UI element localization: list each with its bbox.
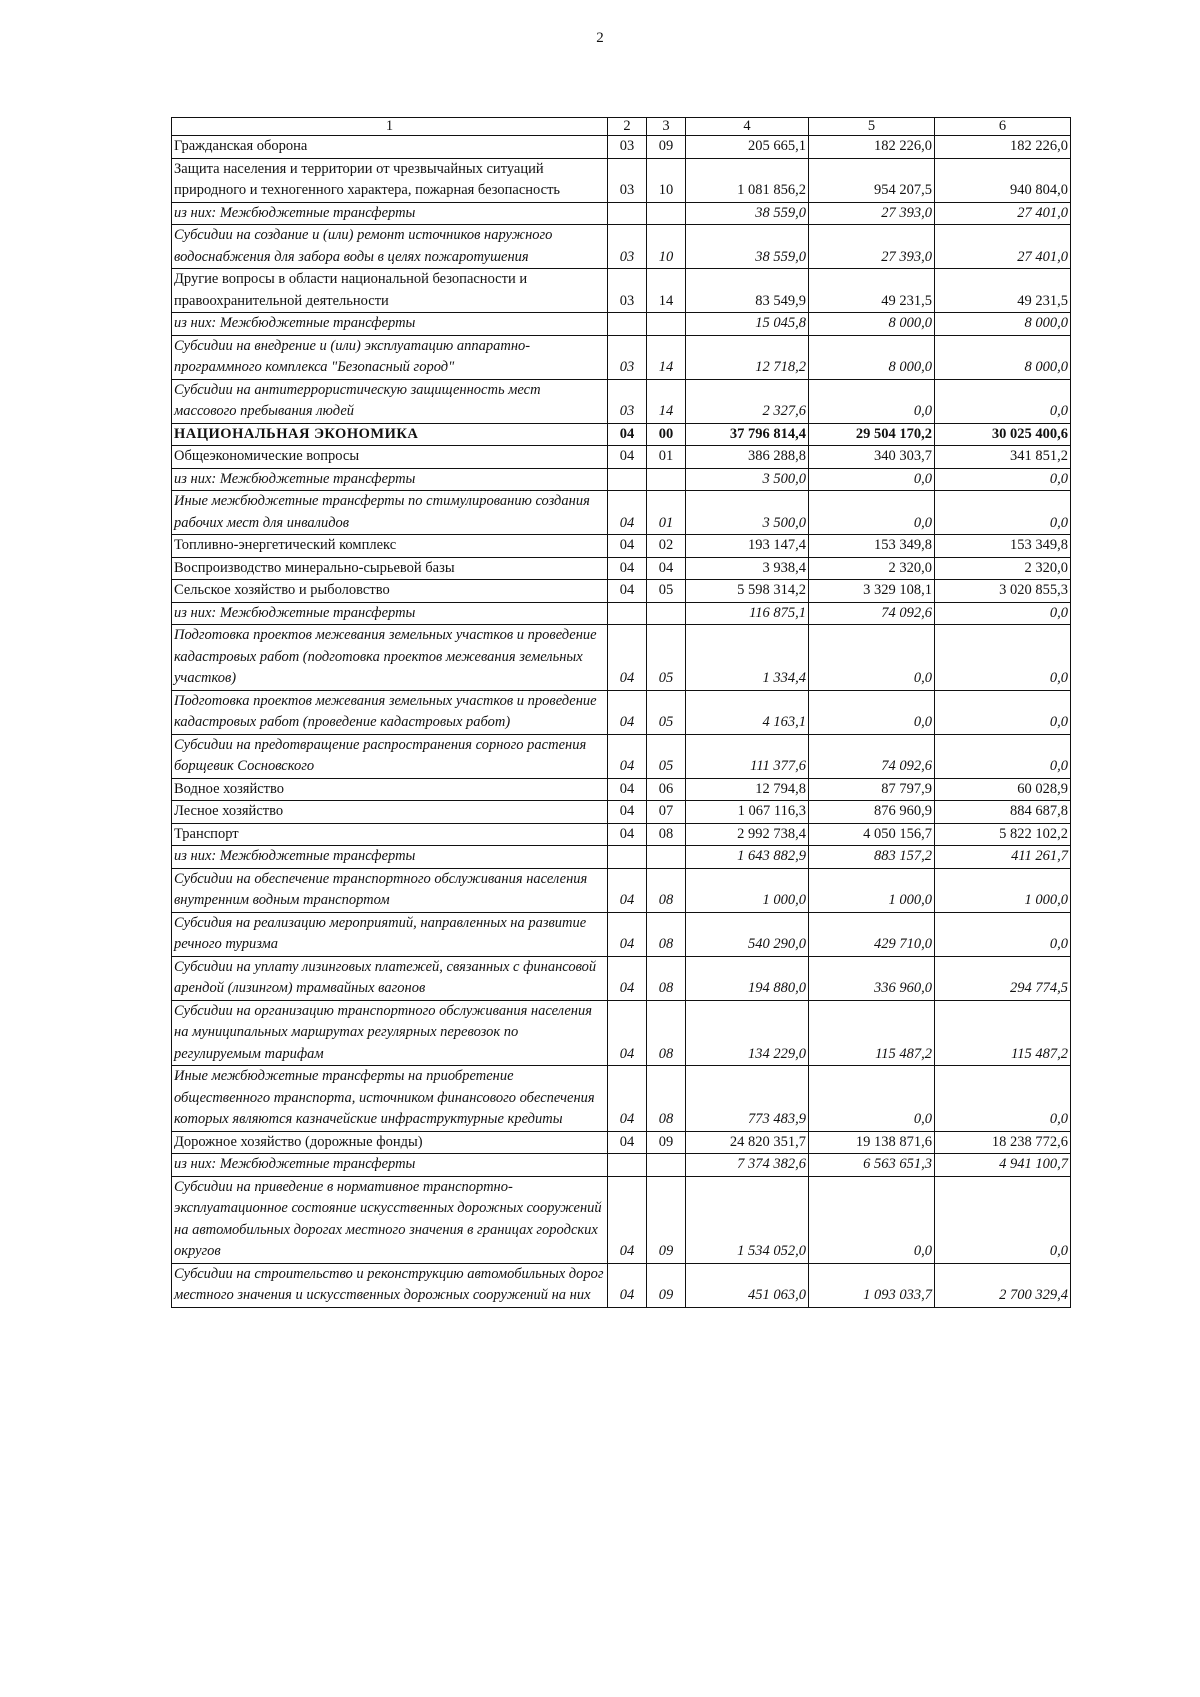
- header-cell-6: 6: [935, 118, 1071, 136]
- table-row: [172, 1154, 1071, 1177]
- row-name: Субсидии на предотвращение распространения сорного растения борщевик Сосновского: [172, 734, 608, 778]
- row-value-col5: 1 000,0: [809, 868, 935, 912]
- row-section-code: 03: [608, 335, 647, 379]
- table-row: [172, 269, 1071, 313]
- row-section-code: 04: [608, 734, 647, 778]
- row-section-code: 03: [608, 158, 647, 202]
- row-value-col6: 884 687,8: [935, 801, 1071, 824]
- table-row: [172, 625, 1071, 691]
- table-row: [172, 446, 1071, 469]
- row-value-col6: 5 822 102,2: [935, 823, 1071, 846]
- row-value-col4: 3 938,4: [686, 557, 809, 580]
- row-section-code: 03: [608, 225, 647, 269]
- row-section-code: 04: [608, 690, 647, 734]
- row-value-col5: 27 393,0: [809, 225, 935, 269]
- row-value-col6: 294 774,5: [935, 956, 1071, 1000]
- header-cell-2: 2: [608, 118, 647, 136]
- row-section-code: 04: [608, 1000, 647, 1066]
- row-value-col5: 876 960,9: [809, 801, 935, 824]
- row-value-col5: 0,0: [809, 379, 935, 423]
- row-value-col4: 4 163,1: [686, 690, 809, 734]
- row-value-col6: 0,0: [935, 602, 1071, 625]
- table-row: [172, 491, 1071, 535]
- table-row: [172, 202, 1071, 225]
- row-value-col5: 0,0: [809, 1176, 935, 1263]
- row-value-col4: 540 290,0: [686, 912, 809, 956]
- row-subsection-code: 04: [647, 557, 686, 580]
- row-section-code: 04: [608, 446, 647, 469]
- table-row: [172, 1263, 1071, 1307]
- row-value-col4: 12 718,2: [686, 335, 809, 379]
- row-value-col5: 8 000,0: [809, 335, 935, 379]
- table-row: [172, 868, 1071, 912]
- table-row: [172, 1066, 1071, 1132]
- row-value-col6: 0,0: [935, 625, 1071, 691]
- table-row: [172, 557, 1071, 580]
- row-subsection-code: [647, 202, 686, 225]
- row-section-code: 04: [608, 912, 647, 956]
- row-value-col5: 3 329 108,1: [809, 580, 935, 603]
- row-value-col4: 1 081 856,2: [686, 158, 809, 202]
- row-value-col5: 182 226,0: [809, 136, 935, 159]
- row-section-code: 04: [608, 868, 647, 912]
- row-value-col5: 27 393,0: [809, 202, 935, 225]
- row-value-col4: 773 483,9: [686, 1066, 809, 1132]
- row-value-col4: 83 549,9: [686, 269, 809, 313]
- row-subsection-code: 09: [647, 136, 686, 159]
- row-section-code: 03: [608, 136, 647, 159]
- row-section-code: 04: [608, 535, 647, 558]
- row-name: Топливно-энергетический комплекс: [172, 535, 608, 558]
- row-subsection-code: 08: [647, 868, 686, 912]
- row-subsection-code: [647, 846, 686, 869]
- table-header-row: [172, 118, 1071, 136]
- row-value-col6: 182 226,0: [935, 136, 1071, 159]
- row-value-col5: 429 710,0: [809, 912, 935, 956]
- row-section-code: 04: [608, 778, 647, 801]
- row-value-col6: 0,0: [935, 1176, 1071, 1263]
- row-subsection-code: 10: [647, 158, 686, 202]
- header-cell-5: 5: [809, 118, 935, 136]
- table-row: [172, 734, 1071, 778]
- table-row: [172, 379, 1071, 423]
- row-value-col6: 49 231,5: [935, 269, 1071, 313]
- row-value-col6: 0,0: [935, 690, 1071, 734]
- row-value-col5: 29 504 170,2: [809, 423, 935, 446]
- row-section-code: 04: [608, 557, 647, 580]
- row-name: Водное хозяйство: [172, 778, 608, 801]
- row-value-col5: 115 487,2: [809, 1000, 935, 1066]
- row-value-col4: 451 063,0: [686, 1263, 809, 1307]
- budget-table: [171, 117, 1071, 1308]
- row-value-col6: 341 851,2: [935, 446, 1071, 469]
- table-row: [172, 1000, 1071, 1066]
- row-value-col5: 153 349,8: [809, 535, 935, 558]
- row-name: Подготовка проектов межевания земельных участков и проведение кадастровых работ (проведение кадастровых работ): [172, 690, 608, 734]
- row-subsection-code: 14: [647, 335, 686, 379]
- header-cell-3: 3: [647, 118, 686, 136]
- row-subsection-code: [647, 1154, 686, 1177]
- row-subsection-code: 01: [647, 446, 686, 469]
- row-value-col4: 38 559,0: [686, 225, 809, 269]
- row-value-col6: 30 025 400,6: [935, 423, 1071, 446]
- row-value-col6: 940 804,0: [935, 158, 1071, 202]
- row-value-col4: 12 794,8: [686, 778, 809, 801]
- row-name: Иные межбюджетные трансферты на приобретение общественного транспорта, источником финансового обеспечения которых являются казначейские инфраструктурные кредиты: [172, 1066, 608, 1132]
- row-value-col5: 87 797,9: [809, 778, 935, 801]
- row-section-code: 04: [608, 801, 647, 824]
- row-name: Субсидии на обеспечение транспортного обслуживания населения внутренним водным транспортом: [172, 868, 608, 912]
- row-name: Дорожное хозяйство (дорожные фонды): [172, 1131, 608, 1154]
- row-value-col6: 153 349,8: [935, 535, 1071, 558]
- row-section-code: 04: [608, 1263, 647, 1307]
- row-value-col5: 6 563 651,3: [809, 1154, 935, 1177]
- row-value-col5: 74 092,6: [809, 734, 935, 778]
- table-row: [172, 778, 1071, 801]
- row-value-col6: 0,0: [935, 734, 1071, 778]
- row-subsection-code: 08: [647, 1066, 686, 1132]
- row-subsection-code: 10: [647, 225, 686, 269]
- row-value-col5: 8 000,0: [809, 313, 935, 336]
- row-name: из них: Межбюджетные трансферты: [172, 468, 608, 491]
- row-subsection-code: 00: [647, 423, 686, 446]
- row-name: Подготовка проектов межевания земельных участков и проведение кадастровых работ (подготовка проектов межевания земельных участков): [172, 625, 608, 691]
- row-section-code: 04: [608, 625, 647, 691]
- row-subsection-code: 14: [647, 379, 686, 423]
- row-value-col6: 27 401,0: [935, 202, 1071, 225]
- row-name: Субсидии на приведение в нормативное транспортно-эксплуатационное состояние искусственных дорожных сооружений на автомобильных дорогах местного значения в границах городских округов: [172, 1176, 608, 1263]
- row-value-col6: 0,0: [935, 491, 1071, 535]
- row-value-col6: 8 000,0: [935, 313, 1071, 336]
- row-name: Субсидии на внедрение и (или) эксплуатацию аппаратно-программного комплекса "Безопасный город": [172, 335, 608, 379]
- row-value-col6: 2 700 329,4: [935, 1263, 1071, 1307]
- row-subsection-code: 08: [647, 956, 686, 1000]
- row-value-col5: 0,0: [809, 491, 935, 535]
- row-subsection-code: 01: [647, 491, 686, 535]
- row-section-code: 04: [608, 423, 647, 446]
- row-value-col4: 1 334,4: [686, 625, 809, 691]
- row-value-col4: 2 992 738,4: [686, 823, 809, 846]
- row-value-col4: 5 598 314,2: [686, 580, 809, 603]
- row-value-col5: 340 303,7: [809, 446, 935, 469]
- row-name: Сельское хозяйство и рыболовство: [172, 580, 608, 603]
- table-row: [172, 313, 1071, 336]
- row-subsection-code: 09: [647, 1131, 686, 1154]
- row-subsection-code: [647, 313, 686, 336]
- row-name: из них: Межбюджетные трансферты: [172, 202, 608, 225]
- table-row: [172, 468, 1071, 491]
- row-subsection-code: 05: [647, 625, 686, 691]
- row-value-col4: 38 559,0: [686, 202, 809, 225]
- row-section-code: 04: [608, 1176, 647, 1263]
- table-row: [172, 1176, 1071, 1263]
- row-value-col6: 0,0: [935, 1066, 1071, 1132]
- row-value-col4: 15 045,8: [686, 313, 809, 336]
- row-section-code: [608, 202, 647, 225]
- row-subsection-code: 08: [647, 823, 686, 846]
- row-subsection-code: [647, 602, 686, 625]
- row-value-col6: 60 028,9: [935, 778, 1071, 801]
- row-name: Воспроизводство минерально-сырьевой базы: [172, 557, 608, 580]
- row-name: Субсидия на реализацию мероприятий, направленных на развитие речного туризма: [172, 912, 608, 956]
- row-name: Лесное хозяйство: [172, 801, 608, 824]
- row-value-col6: 8 000,0: [935, 335, 1071, 379]
- row-value-col6: 0,0: [935, 912, 1071, 956]
- row-subsection-code: 05: [647, 580, 686, 603]
- row-value-col4: 37 796 814,4: [686, 423, 809, 446]
- row-name: Субсидии на создание и (или) ремонт источников наружного водоснабжения для забора воды в целях пожаротушения: [172, 225, 608, 269]
- row-subsection-code: 06: [647, 778, 686, 801]
- row-section-code: 04: [608, 1131, 647, 1154]
- row-subsection-code: 09: [647, 1176, 686, 1263]
- row-subsection-code: 08: [647, 1000, 686, 1066]
- row-name: Транспорт: [172, 823, 608, 846]
- row-name: Иные межбюджетные трансферты по стимулированию создания рабочих мест для инвалидов: [172, 491, 608, 535]
- row-value-col6: 115 487,2: [935, 1000, 1071, 1066]
- row-value-col5: 0,0: [809, 1066, 935, 1132]
- table-row: [172, 158, 1071, 202]
- table-row: [172, 912, 1071, 956]
- row-name: Гражданская оборона: [172, 136, 608, 159]
- row-value-col4: 205 665,1: [686, 136, 809, 159]
- row-subsection-code: 02: [647, 535, 686, 558]
- row-value-col4: 2 327,6: [686, 379, 809, 423]
- row-value-col4: 1 067 116,3: [686, 801, 809, 824]
- row-value-col6: 27 401,0: [935, 225, 1071, 269]
- table-row: [172, 136, 1071, 159]
- row-subsection-code: 14: [647, 269, 686, 313]
- row-value-col4: 194 880,0: [686, 956, 809, 1000]
- row-value-col5: 2 320,0: [809, 557, 935, 580]
- row-value-col4: 3 500,0: [686, 468, 809, 491]
- row-value-col4: 1 534 052,0: [686, 1176, 809, 1263]
- row-subsection-code: 09: [647, 1263, 686, 1307]
- row-section-code: 04: [608, 491, 647, 535]
- row-name: Другие вопросы в области национальной безопасности и правоохранительной деятельности: [172, 269, 608, 313]
- row-value-col6: 4 941 100,7: [935, 1154, 1071, 1177]
- header-cell-1: 1: [172, 118, 608, 136]
- row-subsection-code: 08: [647, 912, 686, 956]
- row-value-col5: 883 157,2: [809, 846, 935, 869]
- row-value-col5: 19 138 871,6: [809, 1131, 935, 1154]
- row-value-col6: 2 320,0: [935, 557, 1071, 580]
- table-row: [172, 1131, 1071, 1154]
- row-value-col4: 7 374 382,6: [686, 1154, 809, 1177]
- table-row: [172, 225, 1071, 269]
- table-row: [172, 580, 1071, 603]
- table-row: [172, 602, 1071, 625]
- row-value-col4: 1 000,0: [686, 868, 809, 912]
- row-subsection-code: 07: [647, 801, 686, 824]
- table-row: [172, 846, 1071, 869]
- row-value-col4: 134 229,0: [686, 1000, 809, 1066]
- row-value-col4: 24 820 351,7: [686, 1131, 809, 1154]
- row-value-col6: 0,0: [935, 379, 1071, 423]
- row-value-col4: 116 875,1: [686, 602, 809, 625]
- row-name: Субсидии на строительство и реконструкцию автомобильных дорог местного значения и искусственных дорожных сооружений на них: [172, 1263, 608, 1307]
- row-name: из них: Межбюджетные трансферты: [172, 602, 608, 625]
- row-section-code: [608, 846, 647, 869]
- row-value-col5: 74 092,6: [809, 602, 935, 625]
- row-value-col5: 0,0: [809, 468, 935, 491]
- row-subsection-code: 05: [647, 734, 686, 778]
- row-name: Общеэкономические вопросы: [172, 446, 608, 469]
- row-value-col6: 18 238 772,6: [935, 1131, 1071, 1154]
- table-row: [172, 423, 1071, 446]
- row-value-col6: 0,0: [935, 468, 1071, 491]
- row-name: НАЦИОНАЛЬНАЯ ЭКОНОМИКА: [172, 423, 608, 446]
- row-value-col5: 954 207,5: [809, 158, 935, 202]
- row-value-col4: 386 288,8: [686, 446, 809, 469]
- table-row: [172, 690, 1071, 734]
- table-row: [172, 535, 1071, 558]
- row-value-col5: 4 050 156,7: [809, 823, 935, 846]
- row-name: из них: Межбюджетные трансферты: [172, 846, 608, 869]
- table-row: [172, 335, 1071, 379]
- row-value-col5: 0,0: [809, 625, 935, 691]
- row-section-code: [608, 468, 647, 491]
- row-section-code: 04: [608, 956, 647, 1000]
- row-section-code: 03: [608, 379, 647, 423]
- row-section-code: 04: [608, 1066, 647, 1132]
- table-row: [172, 801, 1071, 824]
- row-value-col4: 111 377,6: [686, 734, 809, 778]
- row-value-col5: 49 231,5: [809, 269, 935, 313]
- row-name: из них: Межбюджетные трансферты: [172, 313, 608, 336]
- row-value-col5: 336 960,0: [809, 956, 935, 1000]
- row-name: Субсидии на антитеррористическую защищенность мест массового пребывания людей: [172, 379, 608, 423]
- table-row: [172, 956, 1071, 1000]
- row-subsection-code: [647, 468, 686, 491]
- row-value-col6: 3 020 855,3: [935, 580, 1071, 603]
- row-value-col4: 1 643 882,9: [686, 846, 809, 869]
- row-name: Субсидии на организацию транспортного обслуживания населения на муниципальных маршрутах регулярных перевозок по регулируемым тарифам: [172, 1000, 608, 1066]
- row-value-col5: 0,0: [809, 690, 935, 734]
- row-name: Субсидии на уплату лизинговых платежей, связанных с финансовой арендой (лизингом) трамвайных вагонов: [172, 956, 608, 1000]
- header-cell-4: 4: [686, 118, 809, 136]
- row-section-code: 04: [608, 580, 647, 603]
- row-value-col6: 1 000,0: [935, 868, 1071, 912]
- row-value-col4: 3 500,0: [686, 491, 809, 535]
- row-section-code: 03: [608, 269, 647, 313]
- row-section-code: [608, 1154, 647, 1177]
- row-name: Защита населения и территории от чрезвычайных ситуаций природного и техногенного характера, пожарная безопасность: [172, 158, 608, 202]
- row-value-col5: 1 093 033,7: [809, 1263, 935, 1307]
- row-section-code: 04: [608, 823, 647, 846]
- row-subsection-code: 05: [647, 690, 686, 734]
- table-row: [172, 823, 1071, 846]
- row-value-col6: 411 261,7: [935, 846, 1071, 869]
- row-section-code: [608, 313, 647, 336]
- row-value-col4: 193 147,4: [686, 535, 809, 558]
- page-number: 2: [596, 30, 604, 46]
- row-name: из них: Межбюджетные трансферты: [172, 1154, 608, 1177]
- row-section-code: [608, 602, 647, 625]
